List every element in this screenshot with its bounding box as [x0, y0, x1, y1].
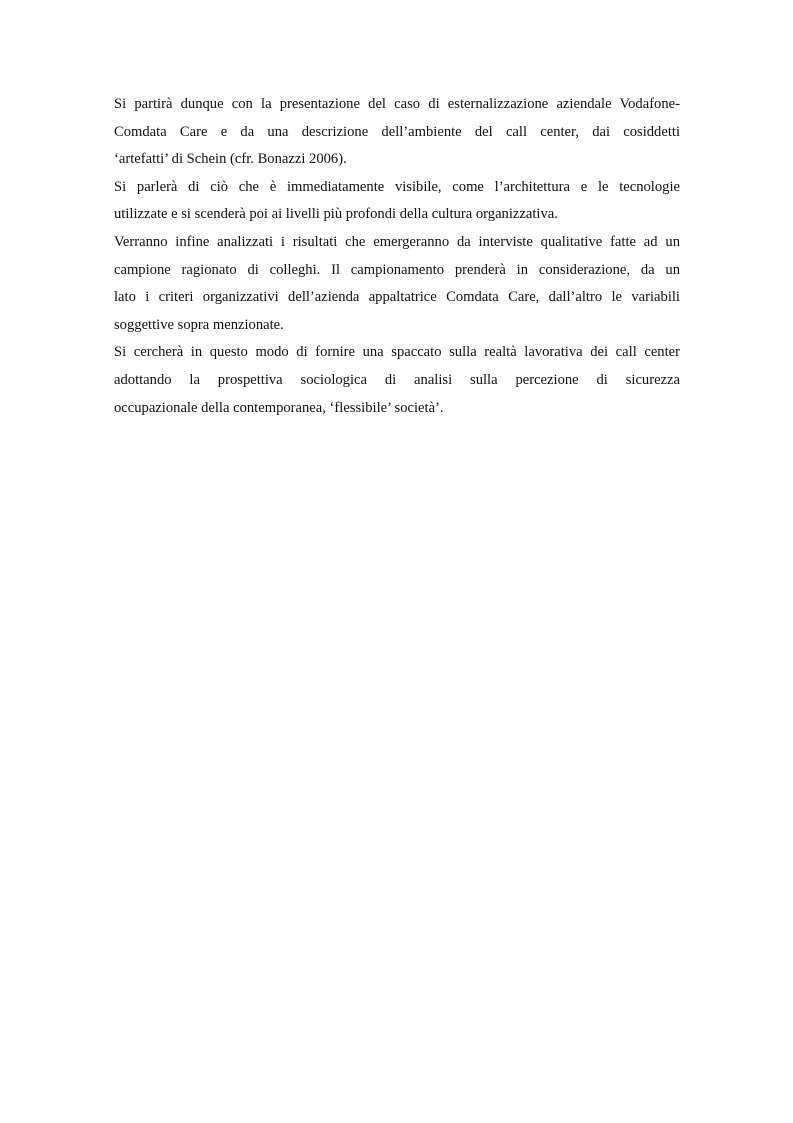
- text-line: Verranno infine analizzati i risultati che emergeranno da interviste qualitative fatte ad un: [114, 233, 680, 250]
- paragraph-4: [114, 339, 680, 422]
- paragraph-2: [114, 174, 680, 229]
- text-line: soggettive sopra menzionate.: [114, 316, 284, 333]
- text-line: occupazionale della contemporanea, ‘flessibile’ società’.: [114, 399, 444, 416]
- text-line: Si partirà dunque con la presentazione del caso di esternalizzazione aziendale Vodafone-: [114, 96, 680, 112]
- text-line: utilizzate e si scenderà poi ai livelli più profondi della cultura organizzativa.: [114, 206, 558, 223]
- paragraph-1: [114, 91, 680, 174]
- body-text: [114, 91, 680, 422]
- paragraph-3: [114, 229, 680, 339]
- text-line: Si parlerà di ciò che è immediatamente visibile, come l’architettura e le tecnologie: [114, 178, 680, 195]
- text-line: ‘artefatti’ di Schein (cfr. Bonazzi 2006).: [114, 151, 347, 168]
- text-line: adottando la prospettiva sociologica di analisi sulla percezione di sicurezza: [114, 371, 680, 388]
- text-line: Comdata Care e da una descrizione dell’ambiente del call center, dai cosiddetti: [114, 123, 680, 140]
- text-line: campione ragionato di colleghi. Il campionamento prenderà in considerazione, da un: [114, 261, 680, 278]
- text-line: lato i criteri organizzativi dell’azienda appaltatrice Comdata Care, dall’altro le variabili: [114, 289, 680, 306]
- text-line: Si cercherà in questo modo di fornire una spaccato sulla realtà lavorativa dei call center: [114, 344, 680, 361]
